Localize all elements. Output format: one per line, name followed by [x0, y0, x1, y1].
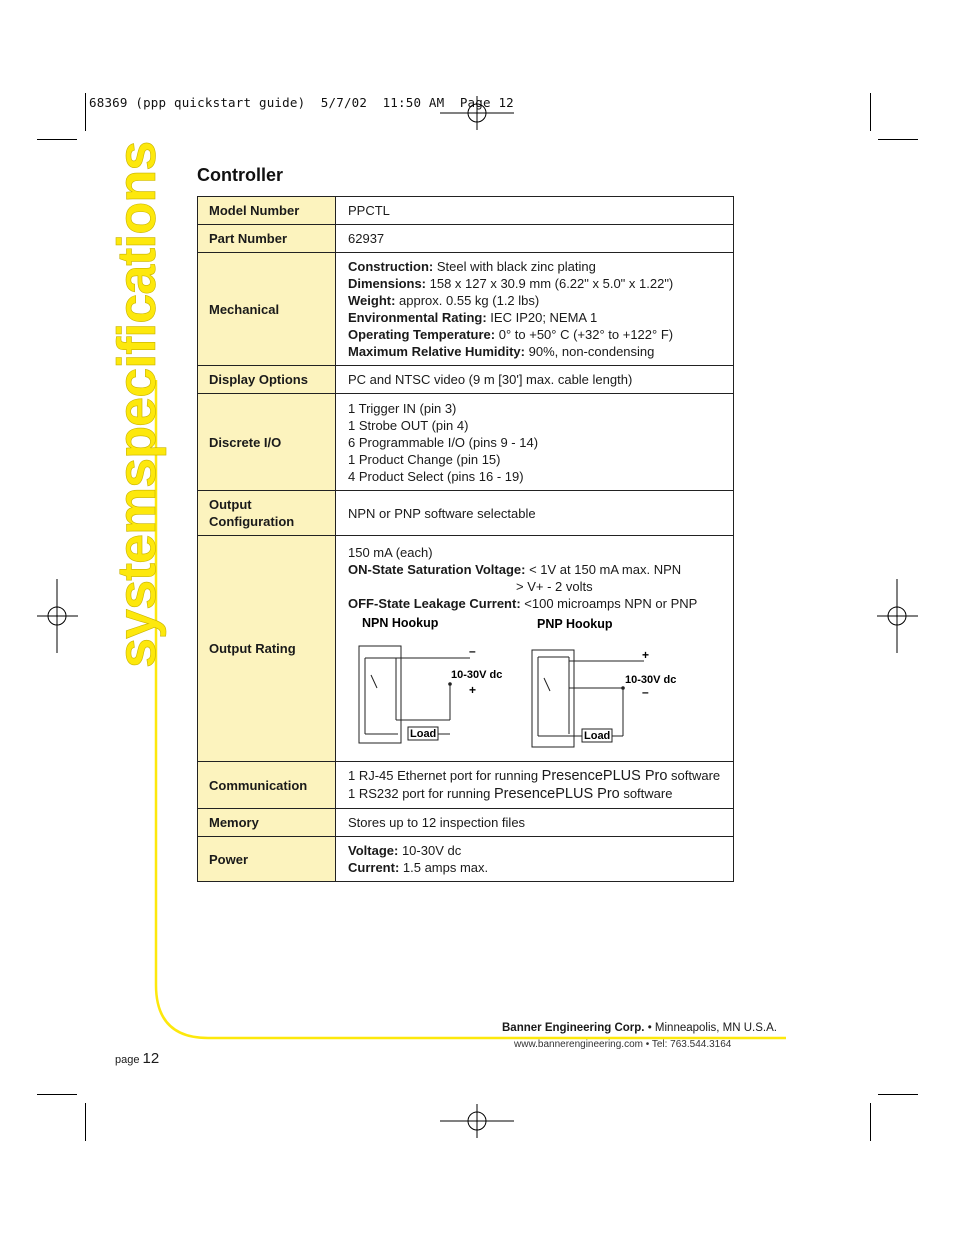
footer-contact: www.bannerengineering.com • Tel: 763.544.3164 — [514, 1039, 732, 1050]
pnp-supply-label: 10-30V dc — [625, 674, 677, 686]
row-label: Discrete I/O — [198, 394, 336, 491]
row-label: Part Number — [198, 225, 336, 253]
npn-node — [448, 682, 452, 686]
table-row — [198, 225, 734, 253]
table-row — [198, 197, 734, 225]
row-value: 62937 — [336, 225, 734, 253]
npn-load-label: Load — [410, 728, 437, 740]
side-title — [105, 141, 167, 668]
row-value: Voltage: 10-30V dc Current: 1.5 amps max. — [336, 837, 734, 882]
hookup-diagrams — [348, 616, 722, 756]
npn-plus: + — [469, 683, 477, 697]
table-row — [198, 491, 734, 536]
table-row — [198, 394, 734, 491]
side-title-part2: specifications — [107, 141, 167, 488]
table-row — [198, 762, 734, 809]
svg-text:systemspecifications — [107, 142, 167, 668]
row-label: Memory — [198, 809, 336, 837]
section-title: Controller — [197, 165, 284, 185]
row-label: Mechanical — [198, 253, 336, 366]
row-label: Output Configuration — [198, 491, 336, 536]
table-row — [198, 809, 734, 837]
pnp-plus: + — [642, 648, 650, 662]
table-row — [198, 253, 734, 366]
pnp-hookup-title: PNP Hookup — [537, 617, 613, 631]
row-value: 1 Trigger IN (pin 3) 1 Strobe OUT (pin 4) 6 Programmable I/O (pins 9 - 14) 1 Product Change (pin 15) 4 Product Select (pins 16 - 19) — [336, 394, 734, 491]
row-label: Power — [198, 837, 336, 882]
npn-supply-label: 10-30V dc — [451, 669, 503, 681]
npn-hookup-title: NPN Hookup — [362, 616, 439, 630]
pnp-load-label: Load — [584, 730, 611, 742]
row-value: PPCTL — [336, 197, 734, 225]
table-row — [198, 366, 734, 394]
row-value: 150 mA (each) ON-State Saturation Voltage: < 1V at 150 mA max. NPN > V+ - 2 volts OFF-State Leakage Current: <100 microamps NPN or PNP NPN Hookup Load – 10-30V dc + PNP Hookup Load + 10-30V dc – — [336, 536, 734, 762]
print-header: 68369 (ppp quickstart guide) 5/7/02 11:50 AM Page 12 — [89, 95, 514, 110]
row-value: 1 RJ-45 Ethernet port for running PresencePLUS Pro software 1 RS232 port for running PresencePLUS Pro software — [336, 762, 734, 809]
row-value: PC and NTSC video (9 m [30'] max. cable length) — [336, 366, 734, 394]
row-label: Display Options — [198, 366, 336, 394]
table-row — [198, 536, 734, 762]
page-number: page 12 — [115, 1050, 160, 1067]
row-value: Construction: Steel with black zinc plating Dimensions: 158 x 127 x 30.9 mm (6.22" x 5.0" x 1.22") Weight: approx. 0.55 kg (1.2 lbs) Environmental Rating: IEC IP20; NEMA 1 Operating Temperature: 0° to +50° C (+32° to +122° F) Maximum Relative Humidity: 90%, non-condensing — [336, 253, 734, 366]
spec-table — [197, 196, 734, 882]
row-value: NPN or PNP software selectable — [336, 491, 734, 536]
row-value: Stores up to 12 inspection files — [336, 809, 734, 837]
table-row — [198, 837, 734, 882]
npn-minus: – — [469, 644, 476, 658]
side-title-part1: system — [107, 487, 167, 668]
row-label: Communication — [198, 762, 336, 809]
pnp-node — [621, 686, 625, 690]
row-label: Model Number — [198, 197, 336, 225]
row-label: Output Rating — [198, 536, 336, 762]
footer-company: Banner Engineering Corp. • Minneapolis, MN U.S.A. — [502, 1022, 777, 1034]
pnp-minus: – — [642, 685, 649, 699]
